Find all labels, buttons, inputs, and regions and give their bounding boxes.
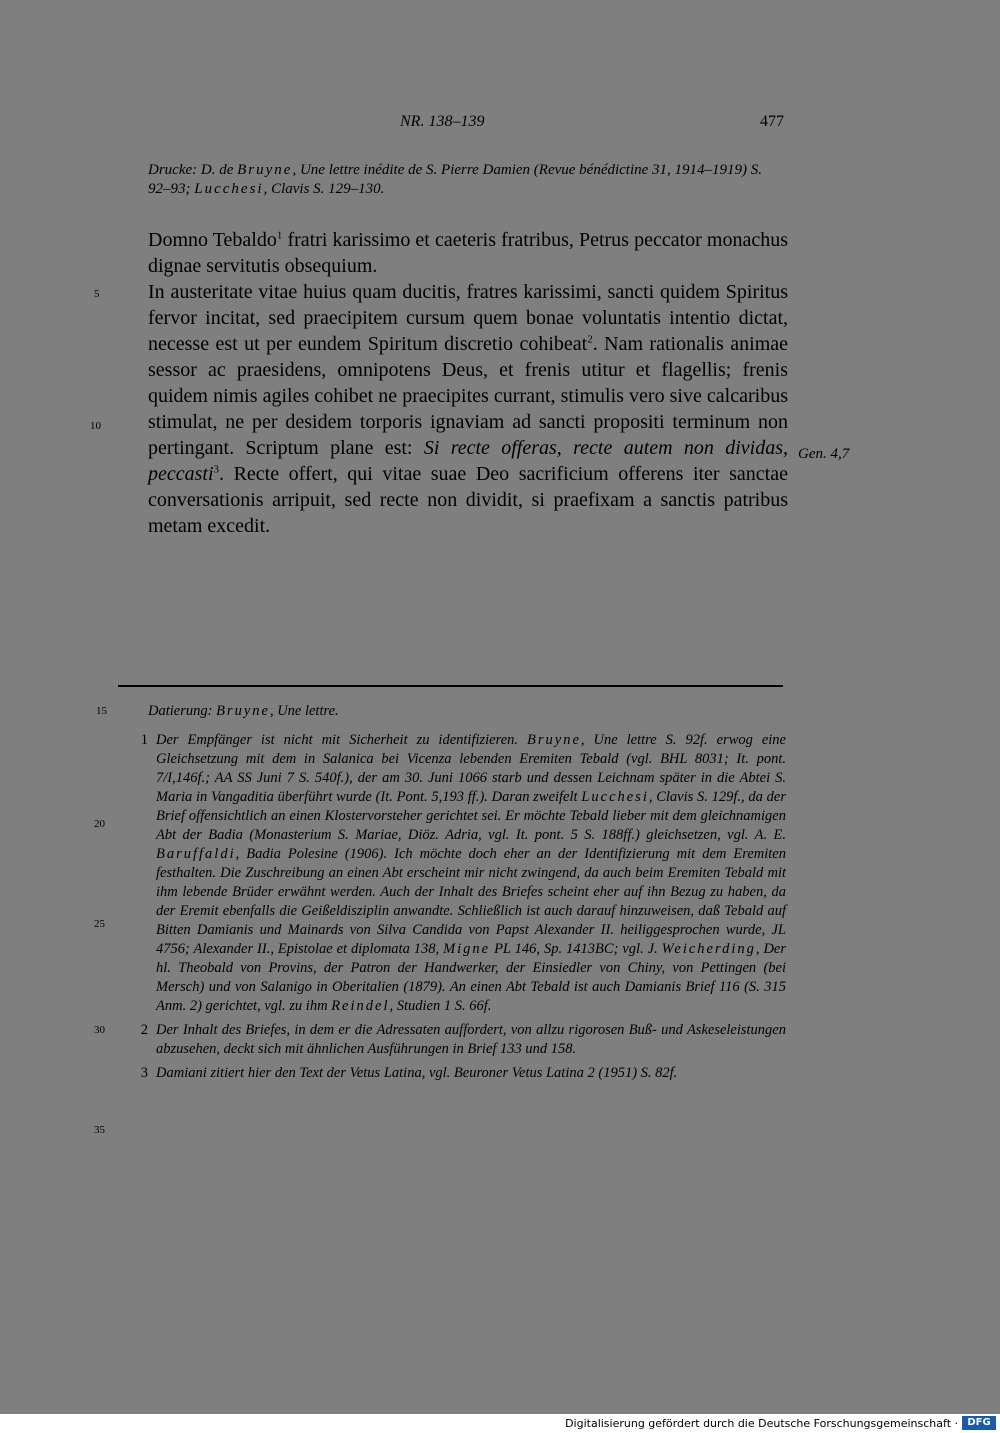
body-paragraph (148, 279, 788, 539)
fn1-e: PL 146, Sp. 1413BC; vgl. J. (490, 941, 662, 957)
salutation-start: Domno Tebaldo (148, 229, 277, 251)
fn1-author-lucchesi: Lucchesi (581, 789, 649, 805)
dating-prefix: Datierung: (148, 703, 217, 719)
fn1-author-reindel: Reindel (331, 998, 390, 1014)
dating-rest: , Une lettre. (269, 703, 339, 719)
bible-quote: Si recte offeras, recte autem non dividas, peccasti (148, 437, 788, 485)
body-part-c: . Recte offert, qui vitae suae Deo sacrificium offerens iter sanctae conversationis arripuit, sed recte non dividit, si praefixam a sanctis patribus metam excedit. (148, 463, 788, 537)
main-text (148, 227, 788, 539)
footer-credit: Digitalisierung gefördert durch die Deutsche Forschungsgemeinschaft · (565, 1417, 958, 1430)
footnote-ref-2: 2 (587, 333, 593, 346)
footnote-2 (118, 1021, 786, 1059)
fn1-author-bruyne: Bruyne (527, 732, 581, 748)
editions-author-bruyne: Bruyne (237, 162, 293, 178)
footnote-2-number: 2 (140, 1022, 148, 1038)
footnote-3 (118, 1064, 786, 1083)
dating-note (118, 702, 786, 721)
fn1-b: , Une lettre S. 92f. erwog eine Gleichsetzung mit dem in Salanica bei Vicenza lebenden Eremiten Tebald (vgl. BHL 8031; It. pont. 7/I,146f.; AA SS Juni 7 S. 540f.), der am 30. Juni 1066 starb und dessen Leichnam später in die Abtei S. Maria in Vangaditia überführt wurde (It. Pont. 5,193 ff.). Daran zweifelt (156, 732, 786, 805)
body-part-a: In austeritate vitae huius quam ducitis, fratres karissimi, sancti quidem Spiritus fervor incitat, sed praecipitem cursum quem bonae voluntatis intentio dictat, necesse est ut per eundem Spiritum discretio cohibeat (148, 281, 788, 355)
line-number-20: 20 (94, 818, 105, 830)
footnote-3-text: Damiani zitiert hier den Text der Vetus Latina, vgl. Beuroner Vetus Latina 2 (1951) S. 82f. (156, 1065, 678, 1081)
fn1-f: , Der hl. Theobald von Provins, der Patron der Handwerker, der Einsiedler von Chiny, von Pettingen (bei Mersch) und von Salanigo in Oberitalien (1879). An einen Abt Tebald ist auch Damianis Brief 116 (S. 315 Anm. 2) gerichtet, vgl. zu ihm (156, 941, 786, 1014)
line-number-15: 15 (96, 705, 107, 717)
fn1-author-weicherding: Weicherding (661, 941, 756, 957)
footnote-separator (118, 685, 783, 687)
body-part-b: . Nam rationalis animae sessor ac praesidens, omnipotens Deus, et frenis utitur et flagellis; frenis quidem nimis agiles cohibet ne praecipites currant, stimulis vero sive calcaribus stimulat, ne per desidem torporis ignaviam ad sancti propositi terminum non pertingant. Scriptum plane est: (148, 333, 789, 459)
margin-reference: Gen. 4,7 (798, 446, 850, 462)
footnote-1-text (156, 731, 786, 1016)
line-number-25: 25 (94, 918, 105, 930)
fn1-a: Der Empfänger ist nicht mit Sicherheit zu identifizieren. (156, 732, 528, 748)
fn1-author-migne: Migne (443, 941, 491, 957)
running-header-title: NR. 138–139 (400, 113, 485, 130)
fn1-d: , Badia Polesine (1906). Ich möchte doch eher an der Identifizierung mit dem Eremiten festhalten. Die Zuschreibung an einen Abt erscheint mir nicht zwingend, da auch beim Eremiten Tebald mit ihm lebende Brüder erwähnt werden. Auch der Inhalt des Briefes scheint eher auf ihn Bezug zu haben, da der Eremit ebenfalls die Geißeldisziplin anwandte. Schließlich ist auch darauf hinzuweisen, daß Tebald auf Bitten Damianis und Mainards von Silva Candida von Papst Alexander II. heiliggesprochen wurde, JL 4756; Alexander II., Epistolae et diplomata 138, (156, 846, 786, 957)
fn1-g: , Studien 1 S. 66f. (389, 998, 492, 1014)
footnotes (118, 702, 786, 1083)
editions-text-2: , Clavis S. 129–130. (263, 181, 385, 197)
footnote-1 (118, 731, 786, 1016)
footnote-1-number: 1 (140, 732, 148, 748)
fn1-c: , Clavis S. 129f., da der Brief offensichtlich an einen Klostervorsteher gerichtet sei. Er möchte Tebald lieber mit dem gleichnamigen Abt der Badia (Monasterium S. Mariae, Diöz. Adria, vgl. It. pont. 5 S. 188ff.) gleichsetzen, vgl. A. E. (156, 789, 786, 843)
line-number-5: 5 (94, 288, 100, 300)
footer-bar (0, 1414, 1000, 1433)
editions-text-1: , Une lettre inédite de S. Pierre Damien (Revue bénédictine 31, 1914–1919) S. 92–93; (148, 162, 763, 197)
footnote-3-number: 3 (140, 1065, 148, 1081)
dfg-logo-icon[interactable]: DFG (962, 1416, 996, 1430)
line-number-10: 10 (90, 420, 101, 432)
page-number: 477 (760, 113, 784, 130)
footnote-ref-3: 3 (213, 463, 220, 476)
salutation-paragraph (148, 227, 788, 279)
editions-note (148, 161, 788, 199)
salutation-rest: fratri karissimo et caeteris fratribus, Petrus peccator monachus dignae servitutis obsequium. (148, 229, 788, 277)
editions-prefix: Drucke: D. de (148, 162, 238, 178)
footnote-ref-1: 1 (276, 229, 283, 242)
editions-author-lucchesi: Lucchesi (194, 181, 264, 197)
dating-author: Bruyne (216, 703, 270, 719)
line-number-35: 35 (94, 1124, 105, 1136)
footnote-2-text: Der Inhalt des Briefes, in dem er die Adressaten auffordert, von allzu rigorosen Buß- und Askeseleistungen abzusehen, deckt sich mit ähnlichen Ausführungen in Brief 133 und 158. (156, 1022, 786, 1057)
line-number-30: 30 (94, 1024, 105, 1036)
fn1-author-baruffaldi: Baruffaldi (156, 846, 236, 862)
